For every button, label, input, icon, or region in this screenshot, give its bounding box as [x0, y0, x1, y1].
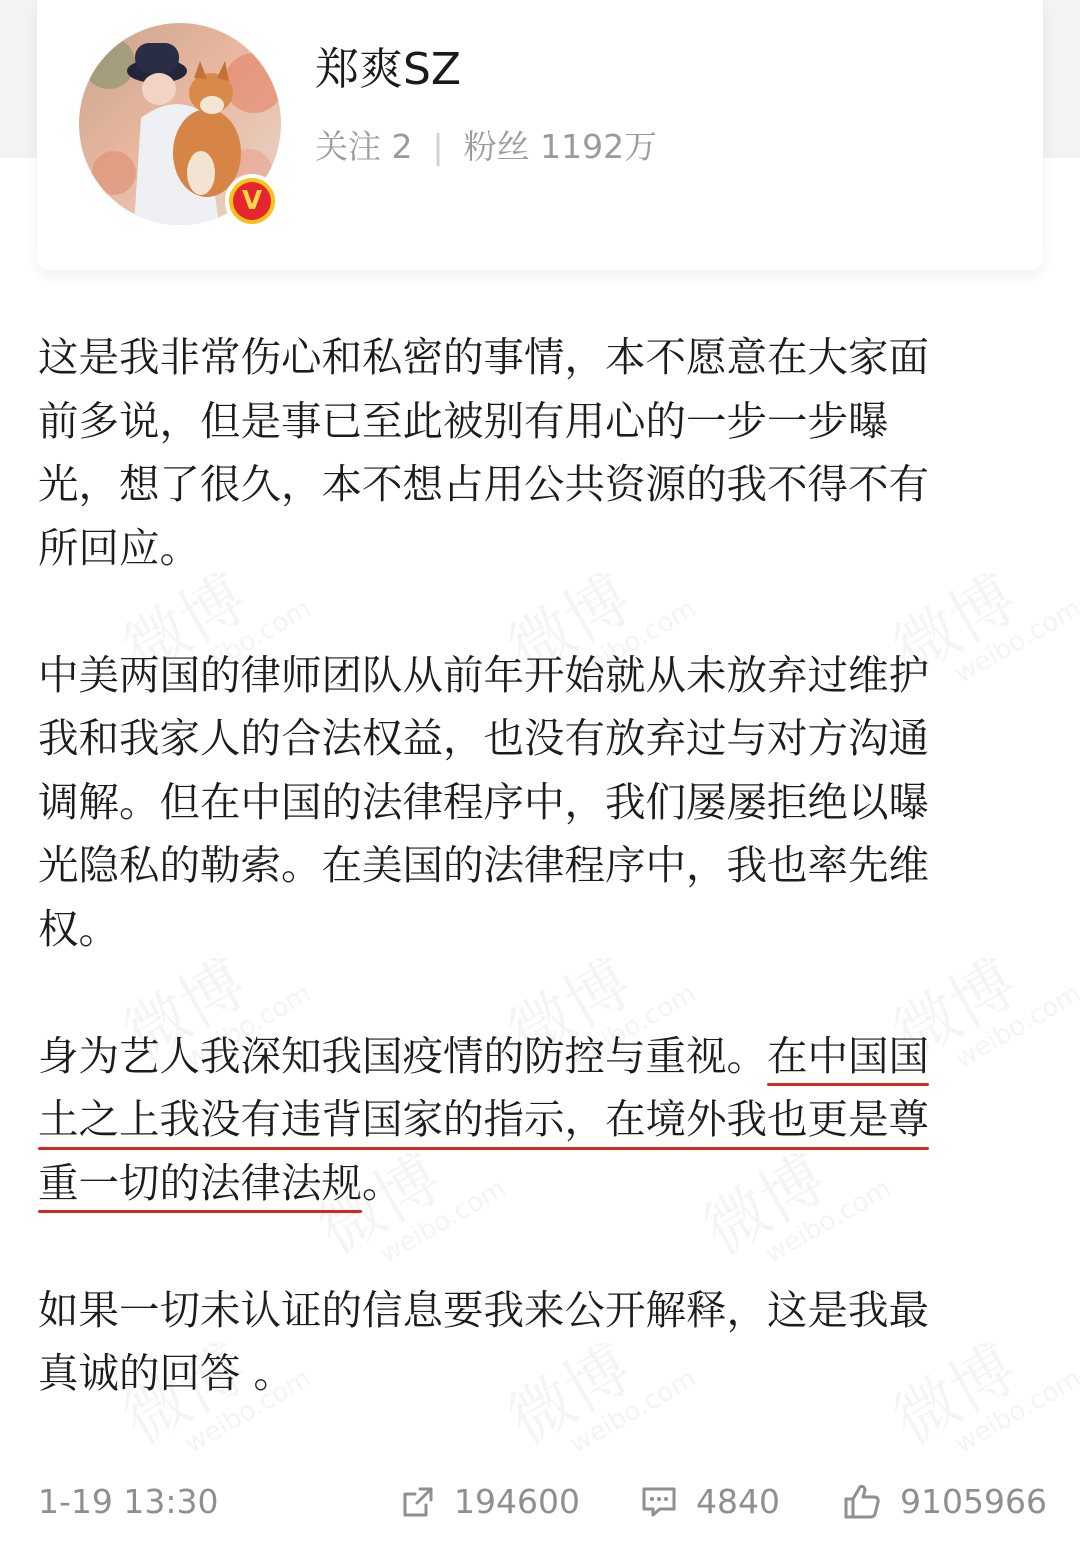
- post-paragraph-4: [38, 1279, 1028, 1406]
- underlined-text: 重一切的法律法规: [38, 1152, 362, 1216]
- stats-separator: |: [432, 127, 444, 166]
- text-line: 这是我非常伤心和私密的事情，本不愿意在大家面: [38, 333, 929, 381]
- profile-stats: [315, 124, 657, 170]
- text-line: 如果一切未认证的信息要我来公开解释，这是我最: [38, 1285, 929, 1334]
- comment-count: 4840: [696, 1482, 780, 1521]
- post-footer: [0, 1474, 1080, 1530]
- repost-button[interactable]: [400, 1482, 580, 1522]
- like-count: 9105966: [900, 1482, 1047, 1521]
- like-button[interactable]: [842, 1482, 1047, 1522]
- text-line: 光，想了很久，本不想占用公共资源的我不得不有: [38, 460, 929, 508]
- underlined-text: 土之上我没有违背国家的指示，在境外我也更是尊: [38, 1088, 929, 1152]
- post-paragraph-1: [38, 326, 1028, 580]
- text-segment: 。: [362, 1158, 403, 1207]
- like-icon: [842, 1483, 882, 1521]
- text-segment: 身为艺人我深知我国疫情的防控与重视。: [38, 1031, 767, 1080]
- text-line: 前多说，但是事已至此被别有用心的一步一步曝: [38, 396, 889, 445]
- text-line: 我和我家人的合法权益，也没有放弃过与对方沟通: [38, 714, 929, 762]
- verified-badge-icon: V: [225, 174, 279, 228]
- repost-count: 194600: [454, 1482, 580, 1521]
- text-line: 调解。但在中国的法律程序中，我们屡屡拒绝以曝: [38, 777, 929, 826]
- username[interactable]: 郑爽SZ: [315, 44, 462, 95]
- post-paragraph-3: [38, 1025, 1028, 1216]
- text-line: 光隐私的勒索。在美国的法律程序中，我也率先维: [38, 841, 929, 889]
- profile-card[interactable]: [37, 0, 1043, 270]
- followers-count[interactable]: 粉丝 1192万: [463, 127, 658, 166]
- text-line: [38, 1152, 1028, 1216]
- text-line: 真诚的回答 。: [38, 1349, 294, 1397]
- following-count[interactable]: 关注 2: [315, 127, 413, 166]
- post-body: [38, 326, 1028, 1406]
- text-line: [38, 1088, 1028, 1152]
- text-line: [38, 1025, 1028, 1089]
- comment-icon: [640, 1484, 678, 1520]
- underlined-text: 在中国国: [767, 1025, 929, 1089]
- text-line: 所回应。: [38, 523, 200, 572]
- post-paragraph-2: [38, 644, 1028, 962]
- comment-button[interactable]: [640, 1482, 780, 1522]
- repost-icon: [400, 1484, 436, 1520]
- post-timestamp: 1-19 13:30: [38, 1482, 219, 1521]
- text-line: 中美两国的律师团队从前年开始就从未放弃过维护: [38, 650, 929, 699]
- text-line: 权。: [38, 904, 119, 953]
